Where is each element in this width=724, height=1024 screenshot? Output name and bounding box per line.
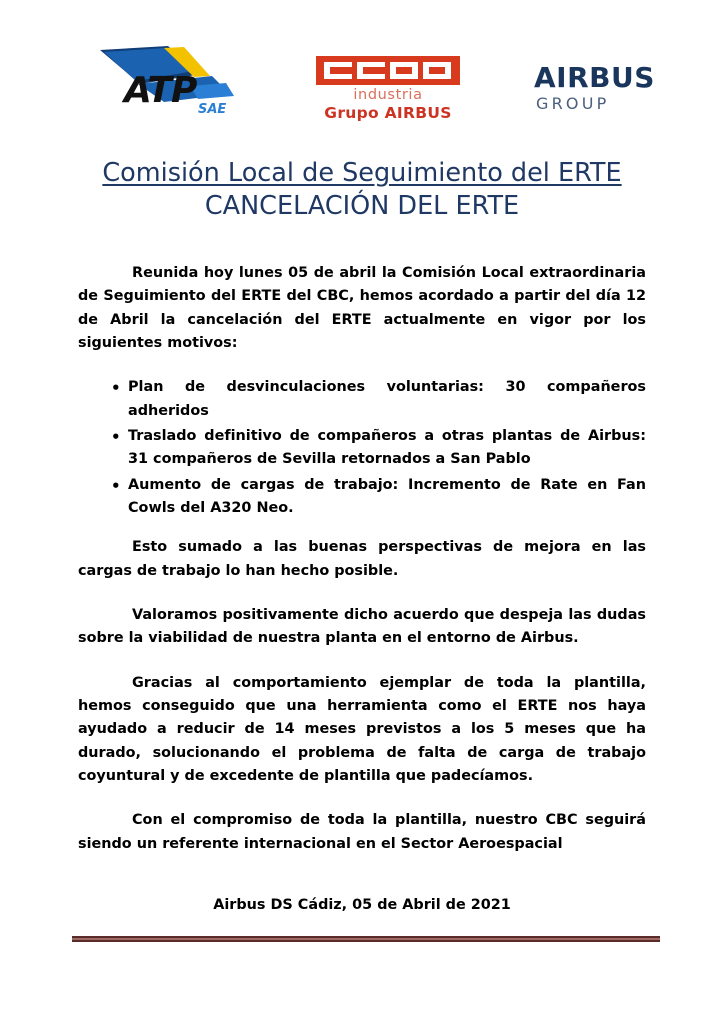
document-title-block bbox=[62, 158, 662, 222]
ccoo-wordmark-icon bbox=[316, 56, 460, 85]
airbus-group-logo bbox=[534, 61, 666, 120]
svg-text:ATP: ATP bbox=[124, 70, 197, 111]
intro-paragraph: Reunida hoy lunes 05 de abril la Comisión Local extraordinaria de Seguimiento del ERTE del CBC, hemos acordado a partir del día 12 de Abril la cancelación del ERTE actualmente en vigor por los siguientes motivos: bbox=[78, 265, 646, 351]
list-item: • Traslado definitivo de compañeros a otras plantas de Airbus: 31 compañeros de Sevilla retornados a San Pablo bbox=[78, 425, 646, 472]
paragraph-assessment: Valoramos positivamente dicho acuerdo que despeja las dudas sobre la viabilidad de nuestra planta en el entorno de Airbus. bbox=[78, 606, 646, 647]
svg-text:SAE: SAE bbox=[198, 102, 227, 117]
footer-divider-band-bottom bbox=[72, 940, 660, 942]
atp-logo bbox=[94, 40, 244, 126]
logo-bar bbox=[72, 34, 660, 134]
atp-logo-graphic bbox=[94, 40, 244, 126]
airbus-group-subtext: GROUP bbox=[536, 94, 610, 113]
reasons-list bbox=[78, 376, 646, 520]
document-body bbox=[78, 262, 646, 856]
signature-line: Airbus DS Cádiz, 05 de Abril de 2021 bbox=[213, 897, 511, 913]
paragraph-thanks: Gracias al comportamiento ejemplar de toda la plantilla, hemos conseguido que una herramienta como el ERTE nos haya ayudado a reducir de 14 meses previstos a los 5 meses que ha durado, solucionando el problema de falta de carga de trabajo coyuntural y de excedente de plantilla que padecíamos. bbox=[78, 674, 646, 784]
page-title: Comisión Local de Seguimiento del ERTE bbox=[102, 158, 622, 188]
footer-divider bbox=[72, 936, 660, 942]
paragraph-commitment: Con el compromiso de toda la plantilla, nuestro CBC seguirá siendo un referente internacional en el Sector Aeroespacial bbox=[78, 812, 646, 852]
ccoo-grupo-airbus-label: Grupo AIRBUS bbox=[324, 103, 452, 122]
paragraph-outlook: Esto sumado a las buenas perspectivas de mejora en las cargas de trabajo lo han hecho posible. bbox=[78, 539, 646, 579]
list-item: • Aumento de cargas de trabajo: Incremento de Rate en Fan Cowls del A320 Neo. bbox=[78, 474, 646, 521]
list-item: • Plan de desvinculaciones voluntarias: 30 compañeros adheridos bbox=[78, 376, 646, 423]
ccoo-industria-label: industria bbox=[353, 87, 423, 103]
airbus-wordmark: AIRBUS bbox=[534, 61, 655, 94]
ccoo-logo bbox=[308, 56, 468, 134]
page-subtitle: CANCELACIÓN DEL ERTE bbox=[204, 191, 520, 222]
